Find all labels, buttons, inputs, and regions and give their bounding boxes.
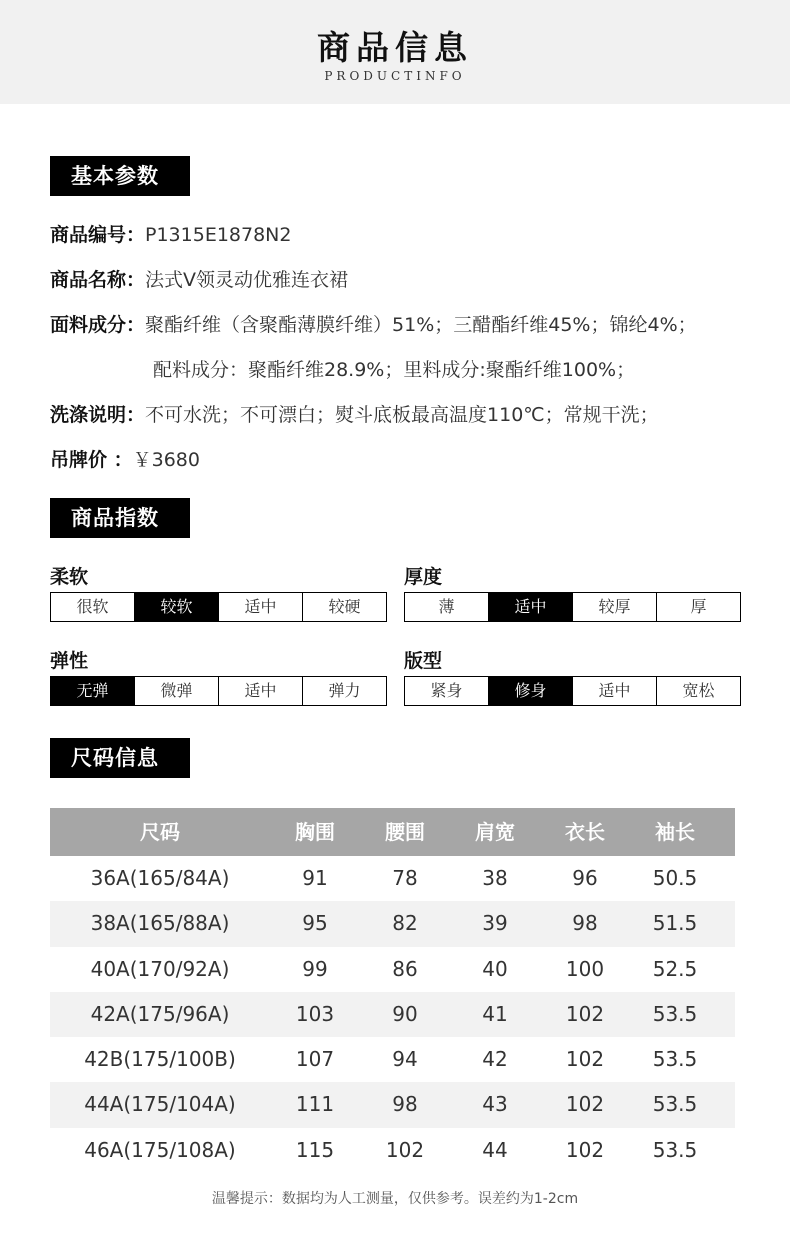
param-price-label: 吊牌价 ：	[50, 449, 133, 471]
param-code	[50, 221, 292, 249]
table-row	[50, 947, 735, 992]
index-option: 适中	[219, 593, 303, 621]
index-option: 较厚	[573, 593, 657, 621]
table-cell: 36A(165/84A)	[90, 866, 230, 890]
table-cell: 94	[392, 1047, 418, 1072]
param-fabric-extra-value: 配料成分：聚酯纤维28.9%；里料成分:聚酯纤维100%；	[153, 359, 636, 381]
table-cell: 102	[565, 1137, 605, 1162]
table-cell: 98	[392, 1092, 418, 1117]
index-label: 厚度	[404, 566, 443, 588]
index-options	[50, 676, 387, 706]
table-cell: 42B(175/100B)	[84, 1047, 236, 1072]
size-table-header	[50, 808, 735, 856]
table-cell: 42A(175/96A)	[90, 1001, 230, 1026]
index-option: 弹力	[328, 681, 361, 700]
table-cell: 53.5	[652, 1047, 698, 1072]
table-cell: 50.5	[652, 866, 698, 890]
param-wash-value: 不可水洗；不可漂白；熨斗底板最高温度110℃；常规干洗；	[145, 404, 659, 426]
table-cell: 38	[482, 866, 508, 890]
table-cell: 99	[302, 956, 328, 981]
index-options	[404, 676, 741, 706]
index-option: 修身	[489, 677, 573, 705]
index-options	[50, 592, 387, 622]
table-cell: 82	[392, 911, 418, 936]
param-code-label: 商品编号：	[50, 224, 146, 246]
table-cell: 39	[482, 911, 508, 936]
table-cell: 53.5	[652, 1137, 698, 1162]
size-table	[50, 808, 735, 1173]
page-subtitle: PRODUCTINFO	[324, 69, 466, 83]
table-cell: 102	[565, 1047, 605, 1072]
table-cell: 103	[295, 1001, 335, 1026]
table-row	[50, 1082, 735, 1127]
table-cell: 40A(170/92A)	[90, 956, 230, 981]
index-option: 无弹	[51, 677, 135, 705]
table-row	[50, 1037, 735, 1082]
table-cell: 91	[302, 866, 328, 890]
size-header-cell: 衣长	[565, 820, 605, 844]
param-fabric-label: 面料成分：	[50, 314, 146, 336]
index-option: 适中	[219, 677, 303, 705]
table-cell: 42	[482, 1047, 508, 1072]
index-option: 较硬	[328, 597, 361, 616]
index-option: 较软	[135, 593, 219, 621]
index-thickness	[404, 564, 741, 622]
table-cell: 46A(175/108A)	[84, 1137, 236, 1162]
index-softness	[50, 564, 387, 622]
index-option: 适中	[489, 593, 573, 621]
table-cell: 44	[482, 1137, 508, 1162]
section-title-index: 商品指数	[50, 498, 190, 538]
table-cell: 43	[482, 1092, 508, 1117]
table-cell: 51.5	[652, 911, 698, 936]
param-name	[50, 266, 348, 294]
size-table-body	[50, 856, 735, 1173]
param-name-label: 商品名称：	[50, 269, 146, 291]
param-name-value: 法式V领灵动优雅连衣裙	[145, 269, 349, 291]
page-header	[0, 0, 790, 104]
index-option: 紧身	[405, 677, 489, 705]
param-fabric-value: 聚酯纤维（含聚酯薄膜纤维）51%；三醋酯纤维45%；锦纶4%；	[145, 314, 697, 336]
index-label: 版型	[404, 650, 443, 672]
table-cell: 44A(175/104A)	[84, 1092, 236, 1117]
table-cell: 111	[295, 1092, 335, 1117]
index-option: 薄	[405, 593, 489, 621]
table-cell: 38A(165/88A)	[90, 911, 230, 936]
param-wash-label: 洗涤说明：	[50, 404, 146, 426]
param-price-value: ￥3680	[132, 449, 200, 471]
table-cell: 96	[572, 866, 598, 890]
index-option: 宽松	[682, 681, 715, 700]
page-title: 商品信息	[317, 28, 473, 67]
index-elasticity	[50, 648, 387, 706]
size-header-cell: 胸围	[295, 820, 335, 844]
table-cell: 102	[565, 1092, 605, 1117]
table-cell: 102	[385, 1137, 425, 1162]
param-wash	[50, 401, 659, 429]
param-fabric	[50, 311, 697, 339]
section-title-size: 尺码信息	[50, 738, 190, 778]
table-cell: 100	[565, 956, 605, 981]
table-cell: 115	[295, 1137, 335, 1162]
table-cell: 41	[482, 1001, 508, 1026]
size-header-cell: 尺码	[140, 820, 180, 844]
table-row	[50, 992, 735, 1037]
table-cell: 98	[572, 911, 598, 936]
param-price	[50, 446, 200, 474]
table-cell: 90	[392, 1001, 418, 1026]
param-code-value: P1315E1878N2	[145, 224, 292, 246]
size-header-cell: 腰围	[385, 820, 425, 844]
table-cell: 102	[565, 1001, 605, 1026]
table-cell: 53.5	[652, 1092, 698, 1117]
index-option: 很软	[51, 593, 135, 621]
index-option: 微弹	[135, 677, 219, 705]
table-row	[50, 901, 735, 946]
param-fabric-extra	[153, 356, 635, 384]
size-header-cell: 肩宽	[475, 820, 515, 844]
index-option: 厚	[690, 597, 707, 616]
table-cell: 40	[482, 956, 508, 981]
table-cell: 78	[392, 866, 418, 890]
size-header-cell: 袖长	[655, 820, 695, 844]
table-cell: 53.5	[652, 1001, 698, 1026]
table-cell: 86	[392, 956, 418, 981]
index-label: 柔软	[50, 566, 89, 588]
table-cell: 107	[295, 1047, 335, 1072]
table-row	[50, 856, 735, 901]
table-row	[50, 1128, 735, 1173]
table-cell: 95	[302, 911, 328, 936]
table-cell: 52.5	[652, 956, 698, 981]
index-label: 弹性	[50, 650, 89, 672]
section-title-basic: 基本参数	[50, 156, 190, 196]
measurement-note: 温馨提示：数据均为人工测量，仅供参考。误差约为1-2cm	[211, 1191, 579, 1207]
index-options	[404, 592, 741, 622]
index-option: 适中	[573, 677, 657, 705]
index-fit	[404, 648, 741, 706]
